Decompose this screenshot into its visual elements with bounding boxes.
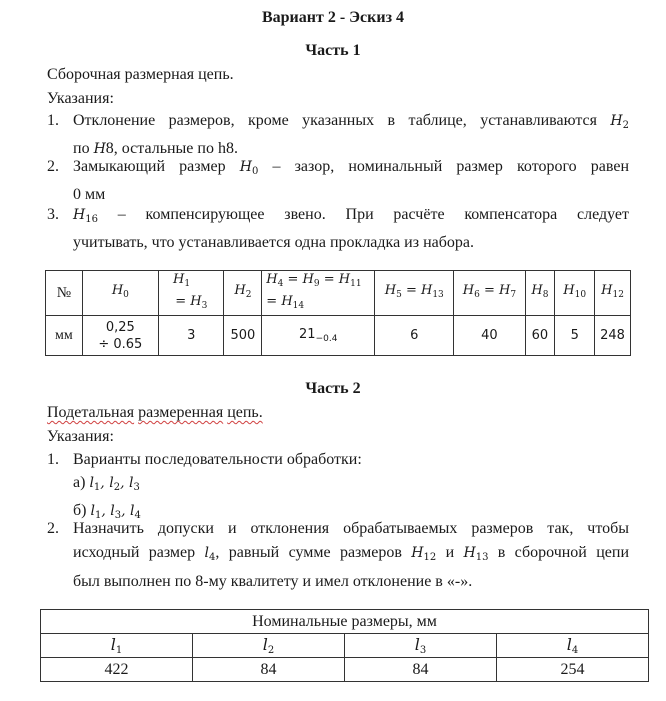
h4-value: $21_{-0.4}$ (262, 316, 375, 356)
part1-instruction-1: 1. Отклонение размеров, кроме указанных в таблице, устанавливаются $H_2$ по H8, остальные по h8. (47, 112, 630, 157)
header-h1-h3: $H_1$ = $H_3$ (159, 271, 224, 316)
table-caption: Номинальные размеры, мм (41, 610, 649, 634)
header-h10: $H_{10}$ (555, 271, 595, 316)
header-l3: $l_3$ (345, 634, 497, 658)
l4-value: 254 (497, 658, 649, 682)
unit-cell: мм (46, 316, 83, 356)
header-number: № (46, 271, 83, 316)
h2-value: 500 (224, 316, 262, 356)
header-l2: $l_2$ (193, 634, 345, 658)
header-h12: $H_{12}$ (595, 271, 631, 316)
l2-value: 84 (193, 658, 345, 682)
l1-value: 422 (41, 658, 193, 682)
header-h5-h13: $H_5 = H_{13}$ (375, 271, 454, 316)
header-h6-h7: $H_6 = H_7$ (454, 271, 525, 316)
part2-heading: Часть 2 (305, 380, 361, 397)
h5-h13-value: 6 (375, 316, 454, 356)
table-row (41, 658, 649, 682)
variant-b: б) $l_1$, $l_3$, $l_4$ (73, 502, 141, 521)
variant-a: а) $l_1$, $l_2$, $l_3$ (73, 474, 140, 493)
document-title: Вариант 2 - Эскиз 4 (261, 9, 404, 26)
h0-value: 0,25 ÷ 0.65 (82, 316, 158, 356)
h6-h7-value: 40 (454, 316, 525, 356)
part1-instruction-3: 3. $H_{16}$ – компенсирующее звено. При расчёте компенсатора следует учитывать, что устанавливается одна прокладка из набора. (47, 206, 630, 251)
part2-subtitle: Подетальная размеренная цепь. (47, 404, 263, 421)
header-h2: $H_2$ (224, 271, 262, 316)
table-header-row (41, 634, 649, 658)
header-h8: $H_8$ (525, 271, 555, 316)
header-h0: $H_0$ (82, 271, 158, 316)
part1-instruction-2: 2. Замыкающий размер $H_0$ – зазор, номинальный размер которого равен 0 мм (47, 158, 630, 203)
h10-value: 5 (555, 316, 595, 356)
part2-instructions-label: Указания: (47, 428, 114, 445)
nominal-dimensions-table (40, 609, 649, 682)
h1-h3-value: 3 (159, 316, 224, 356)
header-l1: $l_1$ (41, 634, 193, 658)
h12-value: 248 (595, 316, 631, 356)
header-h4-h9-h11-h14: $H_4 = H_9 = H_{11}$ = $H_{14}$ (262, 271, 375, 316)
part1-instructions-label: Указания: (47, 90, 114, 107)
part2-instruction-1: 1. Варианты последовательности обработки: а) $l_1$, $l_2$, $l_3$ б) $l_1$, $l_3$, $l_4$ (47, 448, 632, 518)
h8-value: 60 (525, 316, 555, 356)
table-header-row (46, 271, 631, 316)
part1-subtitle: Сборочная размерная цепь. (47, 66, 234, 83)
assembly-dimensions-table (45, 270, 631, 356)
header-l4: $l_4$ (497, 634, 649, 658)
table-caption-row (41, 610, 649, 634)
part2-instruction-2: 2. Назначить допуски и отклонения обрабатываемых размеров так, чтобы исходный размер $l_4$, равный сумме размеров $H_{12}$ и $H_{13}$ в сборочной цепи был выполнен по 8-му квалитету и имел отклонение в «-». (47, 520, 630, 590)
l3-value: 84 (345, 658, 497, 682)
part1-heading: Часть 1 (305, 42, 361, 59)
table-row (46, 316, 631, 356)
